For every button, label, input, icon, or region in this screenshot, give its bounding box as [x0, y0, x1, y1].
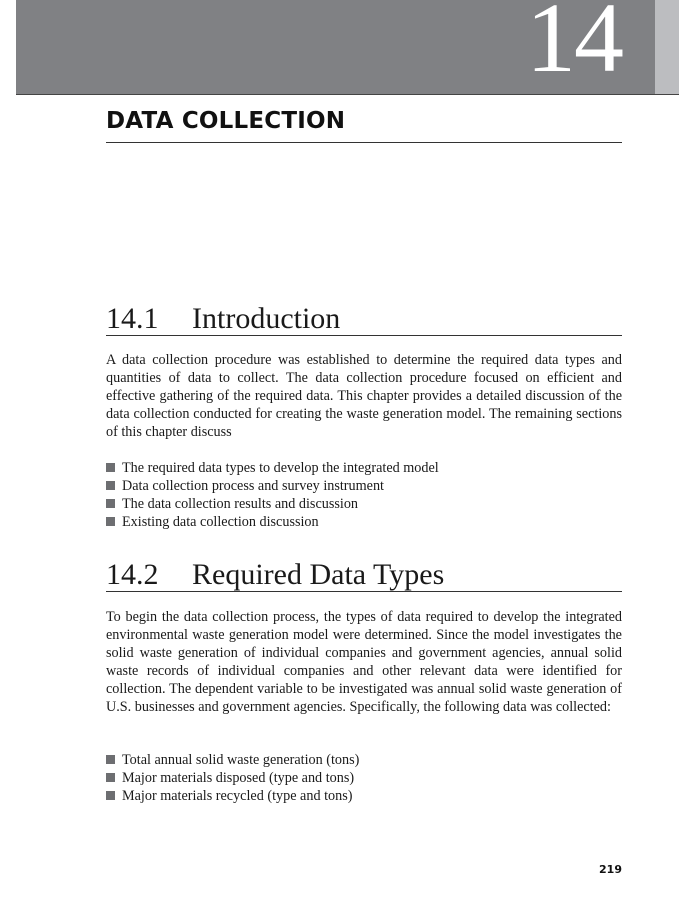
chapter-number: 14	[526, 0, 622, 93]
bullet-square-icon	[106, 481, 115, 490]
section-rule	[106, 335, 622, 336]
section-title: Required Data Types	[192, 558, 445, 591]
section-title: Introduction	[192, 302, 341, 335]
chapter-title: DATA COLLECTION	[106, 108, 346, 134]
list-item: Major materials disposed (type and tons)	[106, 769, 622, 787]
list-item: The data collection results and discussion	[106, 495, 622, 513]
list-item: Data collection process and survey instrument	[106, 477, 622, 495]
bullet-square-icon	[106, 517, 115, 526]
section-heading-required-data-types	[106, 560, 444, 590]
bullet-square-icon	[106, 463, 115, 472]
required-data-bullet-list	[106, 751, 622, 805]
bullet-square-icon	[106, 499, 115, 508]
chapter-title-rule	[106, 142, 622, 143]
page-number: 219	[599, 863, 622, 876]
list-item: Total annual solid waste generation (tons)	[106, 751, 622, 769]
introduction-paragraph: A data collection procedure was established to determine the required data types and quantities of data to collect. The data collection procedure focused on efficient and effective gathering of the required data. This chapter provides a detailed discussion of the data collection conducted for creating the waste generation model. The remaining sections of this chapter discuss	[106, 352, 622, 440]
introduction-bullet-list	[106, 459, 622, 531]
list-item: Existing data collection discussion	[106, 513, 622, 531]
list-item: Major materials recycled (type and tons)	[106, 787, 622, 805]
section-heading-introduction	[106, 304, 340, 334]
section-number: 14.1	[106, 302, 159, 335]
required-data-types-paragraph: To begin the data collection process, the types of data required to develop the integrated environmental waste generation model were determined. Since the model investigates the solid waste generation of individual companies and government agencies, annual solid waste records of individual companies and other relevant data were identified for collection. The dependent variable to be investigated was annual solid waste generation of U.S. businesses and government agencies. Specifically, the following data was collected:	[106, 609, 622, 715]
section-number: 14.2	[106, 558, 159, 591]
section-rule	[106, 591, 622, 592]
header-rule	[16, 94, 679, 95]
chapter-header-tab	[655, 0, 679, 94]
bullet-square-icon	[106, 755, 115, 764]
list-item: The required data types to develop the integrated model	[106, 459, 622, 477]
bullet-square-icon	[106, 791, 115, 800]
bullet-square-icon	[106, 773, 115, 782]
